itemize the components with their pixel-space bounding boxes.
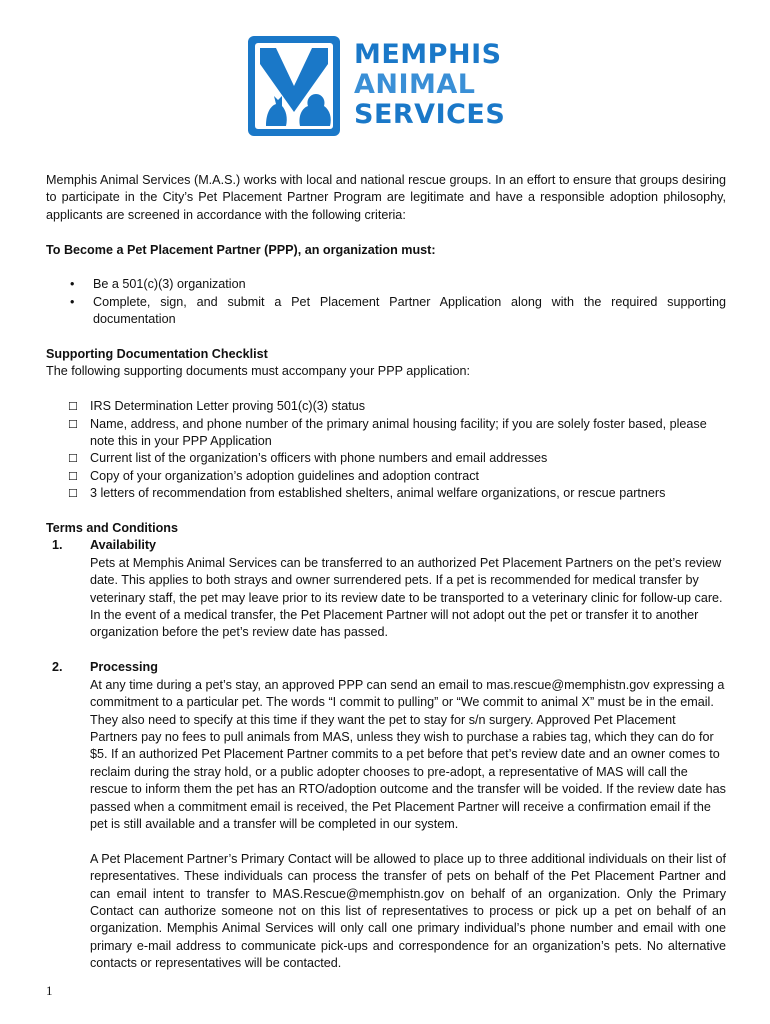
checklist-item: ☐ IRS Determination Letter proving 501(c)(3) status [46,398,726,415]
section-title: Processing [90,660,158,675]
criteria-item: • Complete, sign, and submit a Pet Placement Partner Application along with the required supporting documentation [46,294,726,329]
intro-paragraph: Memphis Animal Services (M.A.S.) works with local and national rescue groups. In an effort to ensure that groups desiring to participate in the City’s Pet Placement Partner Program are legitimate and have a responsible adoption philosophy, applicants are screened in accordance with the following criteria: [46,173,726,222]
section-title: Availability [90,538,157,553]
section-paragraph: Pets at Memphis Animal Services can be transferred to an authorized Pet Placement Partners on the pet’s review date. This applies to both strays and owner surrendered pets. If a pet is recommended for medical transfer by veterinary staff, the pet may leave prior to its review date to be transported to a veterinary clinic for follow-up care. In the event of a medical transfer, the Pet Placement Partner will not adopt out the pet or transfer it to another organization before the pet’s review date has passed. [90,555,723,640]
criteria-item: • Be a 501(c)(3) organization [46,276,726,293]
logo-line-2: ANIMAL [354,69,476,100]
terms-heading: Terms and Conditions [46,521,179,536]
logo-line-3: SERVICES [354,99,506,130]
checklist-item: ☐ 3 letters of recommendation from established shelters, animal welfare organizations, or rescue partners [46,485,726,502]
checklist [46,398,726,502]
mas-logo [246,34,506,138]
page-number: 1 [46,983,53,998]
mas-logo-mark-icon [246,34,342,138]
criteria-heading: To Become a Pet Placement Partner (PPP), an organization must: [46,242,436,257]
logo-line-1: MEMPHIS [354,39,502,70]
section-paragraph: A Pet Placement Partner’s Primary Contact will be allowed to place up to three additional individuals on their list of representatives. These individuals can process the transfer of pets on behalf of the Pet Placement Partner and can email intent to transfer to MAS.Rescue@memphistn.gov on behalf of an organization. Only the Primary Contact can authorize someone not on this list of representatives to process or pick up a pet on behalf of an organization. Memphis Animal Services will only call one primary individual’s phone number and email with one primary e-mail address to communicate pick-ups and correspondence for an organization’s pets. No alternative contacts or representatives will be contacted. [90,851,726,971]
checklist-heading: Supporting Documentation Checklist [46,347,268,362]
checklist-item: ☐ Name, address, and phone number of the primary animal housing facility; if you are solely foster based, please note this in your PPP Application [46,416,726,451]
section-number: 2. [52,660,63,675]
criteria-list [46,276,726,328]
section-heading-availability [46,537,726,554]
section-heading-processing [46,659,726,676]
checklist-intro: The following supporting documents must accompany your PPP application: [46,364,470,379]
section-paragraph: At any time during a pet’s stay, an approved PPP can send an email to mas.rescue@memphistn.gov expressing a commitment to a particular pet. The words “I commit to pulling” or “We commit to animal X” must be in the email. They also need to specify at this time if they want the pet to stay for s/n surgery. Approved Pet Placement Partners pay no fees to pull animals from MAS, unless they wish to purchase a rabies tag, which they can do for $5. If an authorized Pet Placement Partner commits to a pet before that pet’s review date and an owner comes to reclaim during the stray hold, or a public adopter chooses to pre-adopt, a representative of MAS will call the rescue to inform them the pet has an RTO/adoption outcome and the transfer will be voided. If the review date has passed when a commitment email is received, the Pet Placement Partner will receive a confirmation email if the pet is still available and a transfer will be completed in our system. [90,677,726,831]
checklist-item: ☐ Current list of the organization’s officers with phone numbers and email addresses [46,450,726,467]
section-number: 1. [52,538,63,553]
checklist-item: ☐ Copy of your organization’s adoption guidelines and adoption contract [46,468,726,485]
document-body [46,172,726,973]
